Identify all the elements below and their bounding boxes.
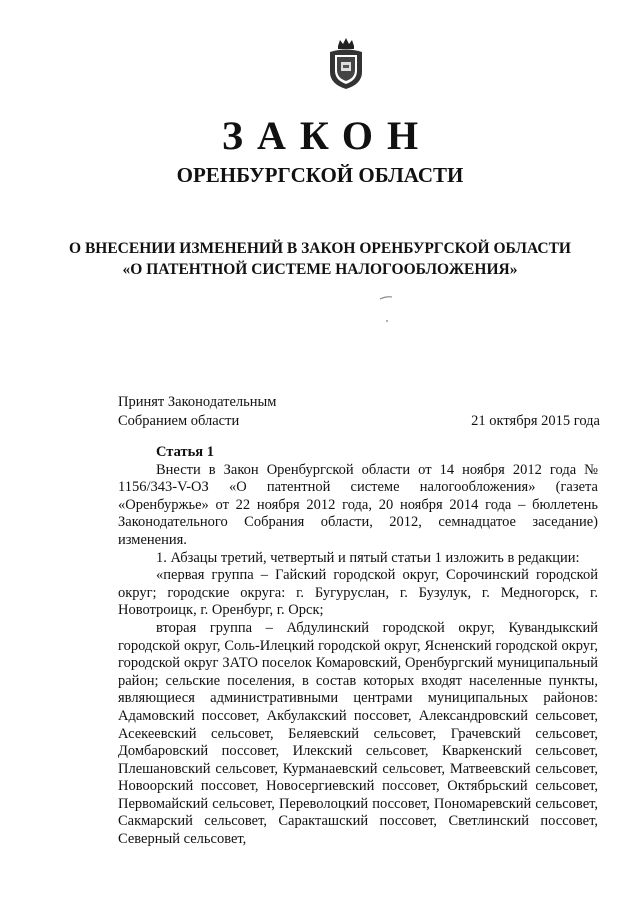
- adoption-line2: Собранием области: [118, 413, 240, 429]
- article-paragraph: 1. Абзацы третий, четвертый и пятый статьи 1 изложить в редакции:: [156, 549, 580, 566]
- adoption-line1: Принят Законодательным: [118, 394, 277, 410]
- scan-dot: [386, 320, 388, 322]
- adoption-block: [118, 393, 276, 431]
- law-title: ЗАКОН: [221, 113, 433, 158]
- law-subtitle-line2: «О ПАТЕНТНОЙ СИСТЕМЕ НАЛОГООБЛОЖЕНИЯ»: [122, 261, 518, 278]
- region-title: ОРЕНБУРГСКОЙ ОБЛАСТИ: [176, 163, 464, 187]
- law-subtitle-line1: О ВНЕСЕНИИ ИЗМЕНЕНИЙ В ЗАКОН ОРЕНБУРГСКОЙ ОБЛАСТИ: [69, 240, 571, 257]
- article-paragraph: вторая группа – Абдулинский городской округ, Кувандыкский городской округ, Соль-Илецкий городской округ, Ясненский городской округ, городской округ ЗАТО поселок Комаровский, Оренбургский муниципальный район; сельские поселения, в состав которых входят населенные пункты, являющиеся административными центрами муниципальных районов: Адамовский поссовет, Акбулакский поссовет, Александровский сельсовет, Асекеевский сельсовет, Беляевский сельсовет, Грачевский сельсовет, Домбаровский поссовет, Илекский сельсовет, Кваркенский сельсовет, Плешановский сельсовет, Курманаевский сельсовет, Матвеевский сельсовет, Новоорский поссовет, Новосергиевский поссовет, Октябрьский сельсовет, Первомайский сельсовет, Переволоцкий поссовет, Пономаревский сельсовет, Сакмарский сельсовет, Саракташский поссовет, Светлинский поссовет, Северный сельсовет,: [118, 619, 598, 848]
- scan-mark: [380, 296, 392, 300]
- article-paragraph: «первая группа – Гайский городской округ, Сорочинский городской округ; городские округа: г. Бугуруслан, г. Бузулук, г. Медногорск, г. Новотроицк, г. Оренбург, г. Орск;: [118, 567, 598, 619]
- coat-of-arms-icon: [326, 38, 366, 90]
- article-paragraph: Внести в Закон Оренбургской области от 14 ноября 2012 года № 1156/343-V-ОЗ «О патентной системе налогообложения» (газета «Оренбуржье» от 22 ноября 2012 года, 20 ноября 2014 года – бюллетень Законодательного Собрания области, 2012, семнадцатое заседание) изменения.: [118, 461, 598, 548]
- article-body: [118, 444, 598, 849]
- adoption-date: 21 октября 2015 года: [471, 413, 600, 429]
- article-heading: Статья 1: [156, 444, 214, 460]
